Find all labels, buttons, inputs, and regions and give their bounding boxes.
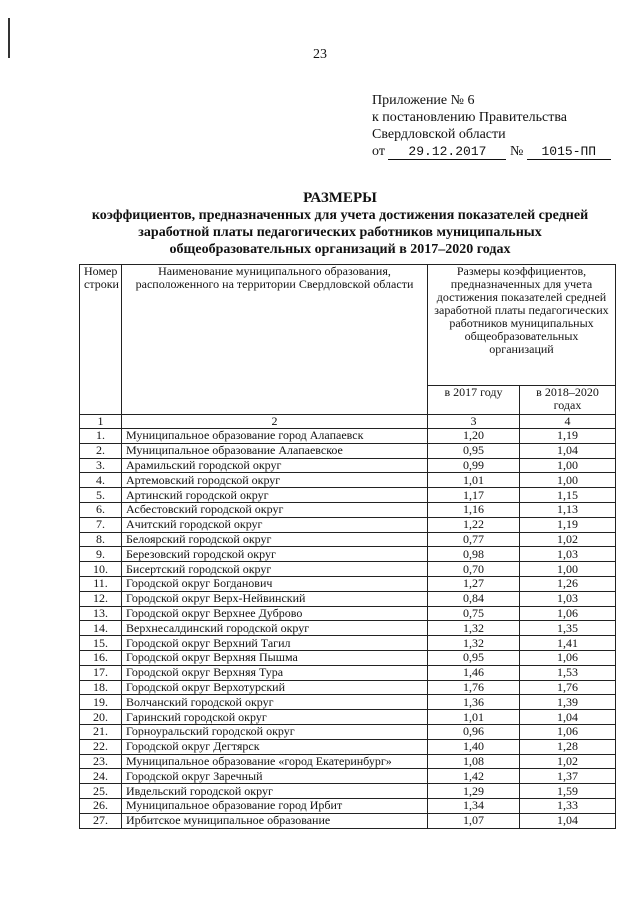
row-number: 27. (80, 813, 122, 828)
table-row (80, 650, 616, 665)
municipality-name: Асбестовский городской округ (122, 502, 428, 517)
municipality-name: Гаринский городской округ (122, 710, 428, 725)
row-number: 17. (80, 665, 122, 680)
coef-2017: 0,75 (428, 606, 520, 621)
municipality-name: Ирбитское муниципальное образование (122, 813, 428, 828)
row-number: 25. (80, 784, 122, 799)
appendix-line-2: к постановлению Правительства (372, 110, 568, 125)
coef-2018-2020: 1,13 (520, 502, 616, 517)
row-number: 20. (80, 710, 122, 725)
coef-2017: 0,84 (428, 591, 520, 606)
coef-2018-2020: 1,00 (520, 562, 616, 577)
row-number: 26. (80, 798, 122, 813)
row-number: 5. (80, 488, 122, 503)
municipality-name: Ачитский городской округ (122, 517, 428, 532)
coef-2018-2020: 1,06 (520, 650, 616, 665)
coef-2017: 0,95 (428, 650, 520, 665)
appendix-line-3: Свердловской области (372, 127, 506, 142)
column-index-4: 4 (520, 415, 616, 429)
coef-2018-2020: 1,26 (520, 576, 616, 591)
header-2018-2020: в 2018–2020 годах (520, 386, 616, 415)
coef-2017: 1,01 (428, 473, 520, 488)
coef-2018-2020: 1,03 (520, 547, 616, 562)
coef-2017: 1,36 (428, 695, 520, 710)
table-row (80, 458, 616, 473)
row-number: 22. (80, 739, 122, 754)
header-coefficients: Размеры коэффициентов, предназначенных для учета достижения показателей средней заработной платы педагогических работников муниципальных общеобразовательных организаций (428, 265, 616, 386)
coef-2018-2020: 1,02 (520, 532, 616, 547)
coef-2017: 1,08 (428, 754, 520, 769)
coef-2017: 0,99 (428, 458, 520, 473)
municipality-name: Белоярский городской округ (122, 532, 428, 547)
municipality-name: Городской округ Верхотурский (122, 680, 428, 695)
coef-2018-2020: 1,19 (520, 517, 616, 532)
municipality-name: Городской округ Верх-Нейвинский (122, 591, 428, 606)
row-number: 1. (80, 429, 122, 444)
coef-2018-2020: 1,04 (520, 710, 616, 725)
header-row-number: Номер строки (80, 265, 122, 415)
coef-2017: 1,42 (428, 769, 520, 784)
row-number: 23. (80, 754, 122, 769)
municipality-name: Муниципальное образование город Алапаевск (122, 429, 428, 444)
table-row (80, 473, 616, 488)
title-main: РАЗМЕРЫ (303, 190, 377, 206)
municipality-name: Муниципальное образование город Ирбит (122, 798, 428, 813)
municipality-name: Муниципальное образование Алапаевское (122, 443, 428, 458)
table-row (80, 443, 616, 458)
column-index-row (80, 415, 616, 429)
row-number: 21. (80, 724, 122, 739)
coef-2018-2020: 1,00 (520, 458, 616, 473)
table-row (80, 606, 616, 621)
coef-2017: 1,46 (428, 665, 520, 680)
municipality-name: Березовский городской округ (122, 547, 428, 562)
municipality-name: Городской округ Богданович (122, 576, 428, 591)
municipality-name: Городской округ Верхняя Пышма (122, 650, 428, 665)
coef-2018-2020: 1,06 (520, 724, 616, 739)
coef-2018-2020: 1,39 (520, 695, 616, 710)
row-number: 12. (80, 591, 122, 606)
table-row (80, 680, 616, 695)
coef-2018-2020: 1,37 (520, 769, 616, 784)
coef-2018-2020: 1,28 (520, 739, 616, 754)
coef-2017: 1,27 (428, 576, 520, 591)
coef-2017: 1,17 (428, 488, 520, 503)
row-number: 7. (80, 517, 122, 532)
coef-2017: 0,95 (428, 443, 520, 458)
row-number: 13. (80, 606, 122, 621)
coef-2018-2020: 1,76 (520, 680, 616, 695)
row-number: 9. (80, 547, 122, 562)
row-number: 24. (80, 769, 122, 784)
decree-number: 1015-ПП (527, 145, 611, 160)
coef-2017: 1,16 (428, 502, 520, 517)
coef-2017: 1,40 (428, 739, 520, 754)
table-row (80, 710, 616, 725)
table-row (80, 724, 616, 739)
row-number: 3. (80, 458, 122, 473)
table-row (80, 488, 616, 503)
appendix-date-line (372, 143, 611, 160)
row-number: 19. (80, 695, 122, 710)
row-number: 6. (80, 502, 122, 517)
row-number: 4. (80, 473, 122, 488)
header-2017: в 2017 году (428, 386, 520, 415)
page-number: 23 (313, 47, 327, 62)
municipality-name: Городской округ Дегтярск (122, 739, 428, 754)
coef-2018-2020: 1,03 (520, 591, 616, 606)
row-number: 8. (80, 532, 122, 547)
municipality-name: Городской округ Верхний Тагил (122, 636, 428, 651)
row-number: 16. (80, 650, 122, 665)
coef-2017: 0,77 (428, 532, 520, 547)
municipality-name: Муниципальное образование «город Екатеринбург» (122, 754, 428, 769)
table-row (80, 636, 616, 651)
appendix-block (372, 92, 611, 160)
table-row (80, 739, 616, 754)
coef-2018-2020: 1,33 (520, 798, 616, 813)
coef-2017: 1,22 (428, 517, 520, 532)
coefficients-table (79, 264, 616, 829)
coef-2017: 0,70 (428, 562, 520, 577)
coef-2018-2020: 1,06 (520, 606, 616, 621)
coef-2018-2020: 1,59 (520, 784, 616, 799)
municipality-name: Артемовский городской округ (122, 473, 428, 488)
table-row (80, 502, 616, 517)
coef-2017: 1,07 (428, 813, 520, 828)
table-row (80, 591, 616, 606)
column-index-3: 3 (428, 415, 520, 429)
municipality-name: Верхнесалдинский городской округ (122, 621, 428, 636)
row-number: 18. (80, 680, 122, 695)
title-line-1: коэффициентов, предназначенных для учета достижения показателей средней (91, 208, 589, 223)
coef-2017: 1,29 (428, 784, 520, 799)
table-row (80, 532, 616, 547)
municipality-name: Ивдельский городской округ (122, 784, 428, 799)
coef-2018-2020: 1,53 (520, 665, 616, 680)
coef-2018-2020: 1,04 (520, 443, 616, 458)
coef-2017: 1,01 (428, 710, 520, 725)
table-row (80, 621, 616, 636)
row-number: 2. (80, 443, 122, 458)
municipality-name: Городской округ Верхнее Дуброво (122, 606, 428, 621)
coef-2018-2020: 1,00 (520, 473, 616, 488)
municipality-name: Волчанский городской округ (122, 695, 428, 710)
coef-2017: 1,32 (428, 621, 520, 636)
row-number: 14. (80, 621, 122, 636)
column-index-1: 1 (80, 415, 122, 429)
document-title (60, 190, 620, 258)
table-row (80, 665, 616, 680)
municipality-name: Арамильский городской округ (122, 458, 428, 473)
municipality-name: Артинский городской округ (122, 488, 428, 503)
coef-2018-2020: 1,02 (520, 754, 616, 769)
number-label: № (509, 144, 524, 159)
column-index-2: 2 (122, 415, 428, 429)
row-number: 15. (80, 636, 122, 651)
decree-date: 29.12.2017 (388, 145, 506, 160)
coef-2017: 0,98 (428, 547, 520, 562)
municipality-name: Бисертский городской округ (122, 562, 428, 577)
table-row (80, 695, 616, 710)
table-row (80, 754, 616, 769)
coef-2018-2020: 1,35 (520, 621, 616, 636)
title-line-3: общеобразовательных организаций в 2017–2020 годах (169, 242, 511, 257)
coef-2017: 0,96 (428, 724, 520, 739)
coef-2018-2020: 1,15 (520, 488, 616, 503)
coef-2018-2020: 1,41 (520, 636, 616, 651)
appendix-line-1: Приложение № 6 (372, 93, 475, 108)
table-row (80, 813, 616, 828)
coef-2017: 1,20 (428, 429, 520, 444)
title-line-2: заработной платы педагогических работников муниципальных (138, 225, 542, 240)
row-number: 11. (80, 576, 122, 591)
table-row (80, 798, 616, 813)
table-row (80, 517, 616, 532)
table-row (80, 769, 616, 784)
table-row (80, 562, 616, 577)
row-number: 10. (80, 562, 122, 577)
municipality-name: Городской округ Заречный (122, 769, 428, 784)
municipality-name: Городской округ Верхняя Тура (122, 665, 428, 680)
table-row (80, 784, 616, 799)
table-row (80, 429, 616, 444)
table-row (80, 576, 616, 591)
coef-2017: 1,76 (428, 680, 520, 695)
table-body (80, 429, 616, 829)
from-label: от (372, 144, 385, 159)
coef-2018-2020: 1,04 (520, 813, 616, 828)
header-municipality: Наименование муниципального образования, расположенного на территории Свердловской области (122, 265, 428, 415)
municipality-name: Горноуральский городской округ (122, 724, 428, 739)
table-row (80, 547, 616, 562)
coef-2017: 1,32 (428, 636, 520, 651)
coef-2017: 1,34 (428, 798, 520, 813)
coef-2018-2020: 1,19 (520, 429, 616, 444)
